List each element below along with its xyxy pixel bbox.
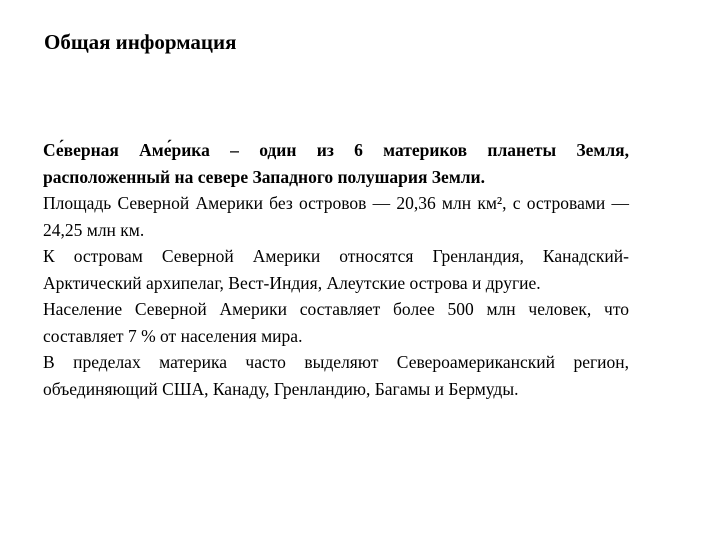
paragraph-region: В пределах материка часто выделяют Североамериканский регион, объединяющий США, Канаду, Гренландию, Багамы и Бермуды. xyxy=(43,352,629,399)
paragraph-population: Население Северной Америки составляет более 500 млн человек, что составляет 7 % от населения мира. xyxy=(43,299,629,346)
paragraph-islands: К островам Северной Америки относятся Гренландия, Канадский-Арктический архипелаг, Вест-Индия, Алеутские острова и другие. xyxy=(43,246,629,293)
paragraph-definition: Се́верная Аме́рика – один из 6 материков планеты Земля, расположенный на севере Западного полушария Земли. xyxy=(43,140,629,187)
paragraph-area: Площадь Северной Америки без островов — 20,36 млн км², с островами — 24,25 млн км. xyxy=(43,193,629,240)
slide-title: Общая информация xyxy=(44,30,237,54)
slide-body xyxy=(43,137,629,402)
